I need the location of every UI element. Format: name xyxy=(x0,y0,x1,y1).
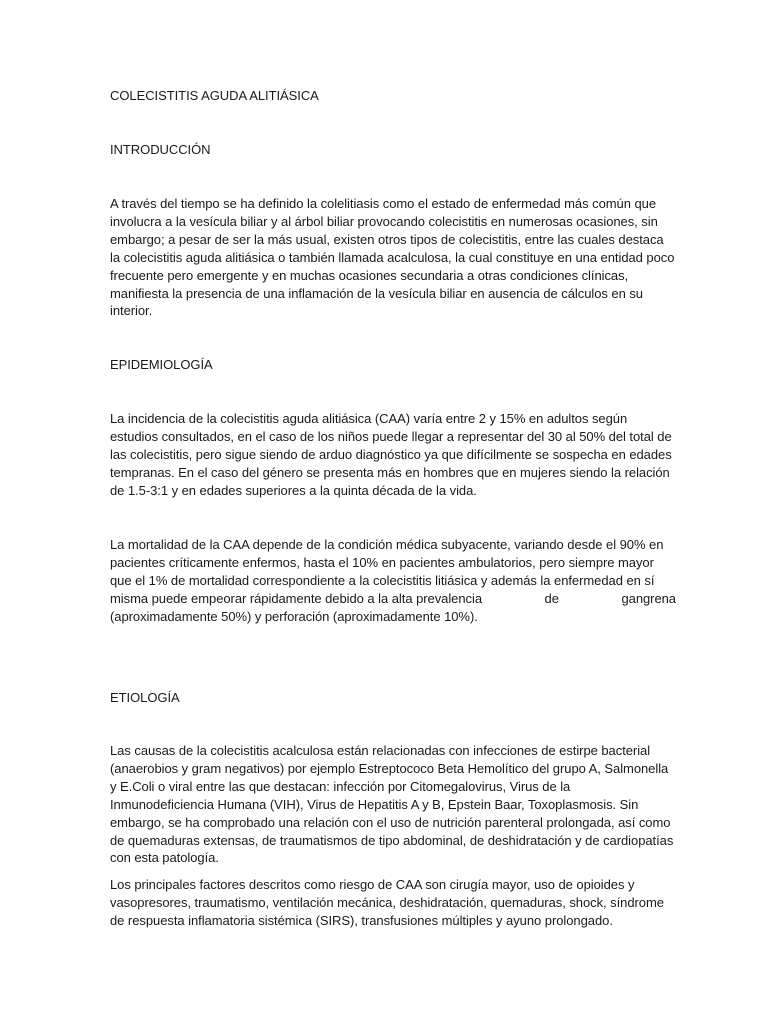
paragraph-line-text: misma puede empeorar rápidamente debido a la alta prevalencia xyxy=(110,590,483,606)
epidemiologia-paragraph-2 xyxy=(110,536,676,626)
paragraph-line: La mortalidad de la CAA depende de la condición médica subyacente, variando desde el 90% en xyxy=(110,537,664,552)
paragraph-line: pacientes críticamente enfermos, hasta el 10% en pacientes ambulatorios, pero siempre mayor xyxy=(110,554,654,570)
section-heading-introduccion: INTRODUCCIÓN xyxy=(110,142,211,157)
document-title: COLECISTITIS AGUDA ALITIÁSICA xyxy=(110,88,319,103)
etiologia-paragraph-1: Las causas de la colecistitis acalculosa están relacionadas con infecciones de estirpe bacterial (anaerobios y gram negativos) por ejemplo Estreptococo Beta Hemolítico del grupo A, Salmonella y E.Coli o viral entre las que destacan: infección por Citomegalovirus, Virus de la Inmunodeficiencia Humana (VIH), Virus de Hepatitis A y B, Epstein Baar, Toxoplasmosis. Sin embargo, se ha comprobado una relación con el uso de nutrición parenteral prolongada, así como de quemaduras extensas, de traumatismos de tipo abdominal, de deshidratación y de cardiopatías con esta patología. xyxy=(110,743,674,866)
etiologia-paragraph-2: Los principales factores descritos como riesgo de CAA son cirugía mayor, uso de opioides y vasopresores, traumatismo, ventilación mecánica, deshidratación, quemaduras, shock, síndrome de respuesta inflamatoria sistémica (SIRS), transfusiones múltiples y ayuno prolongado. xyxy=(110,877,664,928)
paragraph-gap-word: de xyxy=(544,590,559,606)
paragraph-line-spaced xyxy=(110,590,676,608)
paragraph-line: (aproximadamente 50%) y perforación (aproximadamente 10%). xyxy=(110,608,478,624)
epidemiologia-paragraph-1: La incidencia de la colecistitis aguda alitiásica (CAA) varía entre 2 y 15% en adultos según estudios consultados, en el caso de los niños puede llegar a representar del 30 al 50% del total de las colecistitis, pero sigue siendo de arduo diagnóstico ya que difícilmente se sospecha en edades tempranas. En el caso del género se presenta más en hombres que en mujeres siendo la relación de 1.5-3:1 y en edades superiores a la quinta década de la vida. xyxy=(110,411,672,498)
paragraph-line: que el 1% de mortalidad correspondiente a la colecistitis litiásica y además la enfermedad en sí xyxy=(110,572,655,588)
section-heading-etiologia: ETIOLOGÍA xyxy=(110,690,180,705)
section-heading-epidemiologia: EPIDEMIOLOGÍA xyxy=(110,357,213,372)
introduccion-paragraph: A través del tiempo se ha definido la colelitiasis como el estado de enfermedad más común que involucra a la vesícula biliar y al árbol biliar provocando colecistitis en numerosas ocasiones, sin embargo; a pesar de ser la más usual, existen otros tipos de colecistitis, entre las cuales destaca la colecistitis aguda alitiásica o también llamada acalculosa, la cual constituye en una entidad poco frecuente pero emergente y en muchas ocasiones secundaria a otras condiciones clínicas, manifiesta la presencia de una inflamación de la vesícula biliar en ausencia de cálculos en su interior. xyxy=(110,196,675,319)
paragraph-gap-word: gangrena xyxy=(621,590,676,606)
